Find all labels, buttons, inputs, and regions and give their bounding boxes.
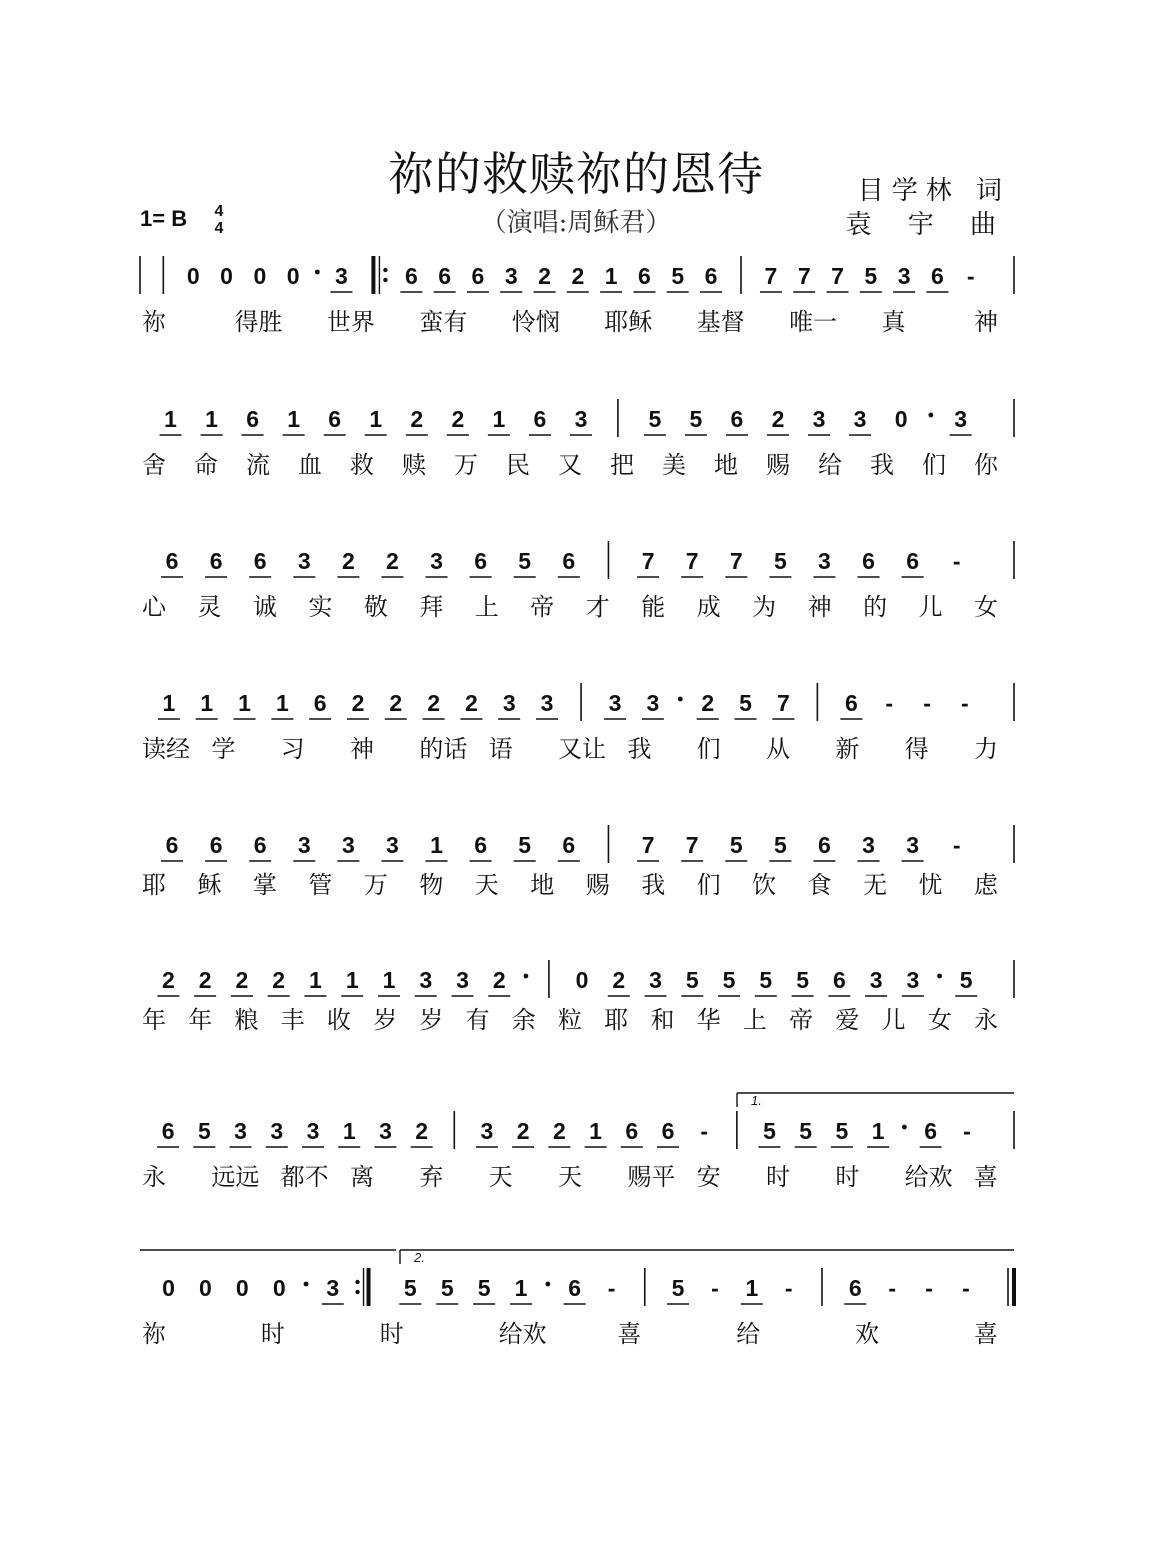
song-title: 祢的救赎祢的恩待 (388, 147, 764, 201)
lyric-syllable: 基督 (696, 308, 745, 336)
lyric-syllable: 岁 (419, 1006, 444, 1034)
lyric-syllable: 赐 (585, 871, 610, 899)
note: 2 (415, 1118, 429, 1144)
repeat-dot (355, 1290, 359, 1294)
note: 5 (796, 967, 809, 993)
note: 6 (474, 832, 488, 858)
note: 6 (438, 263, 452, 289)
note: 7 (685, 832, 699, 858)
dash-extension: - (700, 1118, 709, 1144)
lyric-syllable: 新 (835, 735, 860, 763)
note: 6 (404, 263, 418, 289)
lyric-syllable: 诚 (252, 593, 277, 621)
lyric-syllable: 都不 (280, 1163, 329, 1191)
lyric-syllable: 我 (627, 735, 652, 763)
note: 6 (730, 406, 744, 432)
note: 6 (848, 1275, 862, 1301)
note: 6 (818, 832, 831, 858)
lyric-syllable: 祢 (142, 1320, 166, 1348)
lyric-syllable: 得胜 (234, 308, 283, 336)
note: 1 (382, 967, 396, 993)
note: 5 (518, 548, 532, 574)
note: 3 (649, 967, 662, 993)
lyric-syllable: 得 (904, 735, 929, 763)
note: 2 (386, 548, 399, 574)
lyric-syllable: 拜 (419, 593, 444, 621)
lyric-syllable: 岁 (373, 1006, 398, 1034)
lyric-syllable: 习 (280, 735, 305, 763)
note: 1 (514, 1275, 528, 1301)
lyric-syllable: 永 (974, 1006, 998, 1034)
note: 6 (661, 1118, 675, 1144)
note: 6 (906, 548, 920, 574)
lyric-syllable: 帝 (530, 593, 555, 621)
key-signature: 1= B (140, 206, 188, 231)
note: 0 (575, 967, 589, 993)
note: 2 (552, 1118, 566, 1144)
note: 6 (931, 263, 944, 289)
note: 7 (831, 263, 844, 289)
note: 6 (638, 263, 651, 289)
note: 6 (704, 263, 718, 289)
note: 3 (419, 967, 433, 993)
lyric-syllable: 心 (142, 593, 166, 621)
note: 6 (328, 406, 342, 432)
note: 5 (773, 548, 787, 574)
note: 3 (869, 967, 883, 993)
augmentation-dot (937, 974, 942, 979)
augmentation-dot (902, 1125, 907, 1130)
note: 5 (440, 1275, 454, 1301)
repeat-dot (383, 268, 387, 272)
lyric-syllable: 女 (974, 593, 998, 621)
note: 6 (533, 406, 547, 432)
repeat-dot (383, 278, 387, 282)
note: 3 (574, 406, 588, 432)
note: 1 (492, 406, 506, 432)
lyric-syllable: 我 (870, 451, 894, 479)
lyric-syllable: 地 (714, 451, 738, 479)
note: 7 (764, 263, 778, 289)
note: 5 (864, 263, 878, 289)
note: 3 (853, 406, 867, 432)
note: 0 (186, 263, 200, 289)
lyric-syllable: 和 (650, 1006, 675, 1034)
note: 0 (894, 406, 908, 432)
lyric-syllable: 蛮有 (419, 308, 468, 336)
note: 2 (612, 967, 626, 993)
note: 7 (641, 832, 655, 858)
lyric-syllable: 灵 (197, 593, 222, 621)
lyric-syllable: 唯一 (789, 308, 838, 336)
note: 3 (335, 263, 348, 289)
note: 3 (818, 548, 831, 574)
lyric-syllable: 弃 (419, 1163, 444, 1191)
note: 1 (745, 1275, 759, 1301)
lyric-syllable: 流 (246, 451, 270, 479)
lyric-syllable: 救 (350, 451, 374, 479)
lyric-syllable: 余 (511, 1006, 536, 1034)
augmentation-dot (545, 1282, 550, 1287)
lyric-syllable: 物 (419, 871, 444, 899)
lyric-syllable: 收 (326, 1006, 351, 1034)
note: 2 (492, 967, 506, 993)
lyric-syllable: 饮 (752, 871, 777, 899)
note: 3 (379, 1118, 392, 1144)
note: 6 (562, 548, 576, 574)
note: 0 (220, 263, 233, 289)
lyric-syllable: 地 (530, 871, 555, 899)
lyric-syllable: 天 (488, 1163, 513, 1191)
note: 5 (477, 1275, 491, 1301)
note: 2 (427, 690, 440, 716)
note: 5 (197, 1118, 211, 1144)
note: 3 (906, 967, 920, 993)
dash-extension: - (952, 548, 961, 574)
lyric-syllable: 上 (474, 593, 499, 621)
note: 6 (209, 548, 223, 574)
lyric-syllable: 命 (194, 451, 218, 479)
lyric-syllable: 力 (974, 735, 998, 763)
lyric-syllable: 给欢 (904, 1163, 953, 1191)
note: 6 (209, 832, 223, 858)
note: 1 (287, 406, 301, 432)
note: 6 (313, 690, 327, 716)
note: 7 (797, 263, 811, 289)
lyric-syllable: 给 (736, 1320, 761, 1348)
augmentation-dot (524, 974, 529, 979)
note: 2 (451, 406, 465, 432)
lyric-syllable: 从 (766, 735, 790, 763)
note: 5 (671, 263, 685, 289)
note: 5 (671, 1275, 685, 1301)
lyric-syllable: 我 (641, 871, 666, 899)
note: 5 (835, 1118, 849, 1144)
dash-extension: - (923, 690, 931, 716)
note: 6 (253, 832, 267, 858)
lyric-syllable: 欢 (855, 1320, 880, 1348)
note: 3 (540, 690, 554, 716)
note: 5 (648, 406, 662, 432)
lyric-syllable: 读经 (142, 735, 190, 763)
note: 5 (689, 406, 703, 432)
lyric-syllable: 世界 (326, 308, 375, 336)
note: 6 (165, 832, 179, 858)
note: 3 (812, 406, 826, 432)
note: 2 (410, 406, 424, 432)
lyric-syllable: 食 (807, 871, 832, 899)
note: 5 (799, 1118, 813, 1144)
augmentation-dot (304, 1282, 309, 1287)
lyric-syllable: 神 (807, 593, 832, 621)
lyric-syllable: 无 (863, 871, 888, 899)
note: 3 (897, 263, 911, 289)
note: 5 (518, 832, 532, 858)
note: 3 (480, 1118, 494, 1144)
note: 5 (739, 690, 752, 716)
note: 5 (763, 1118, 776, 1144)
note: 5 (959, 967, 973, 993)
lyric-syllable: 耶稣 (604, 308, 653, 336)
lyric-syllable: 时 (260, 1320, 285, 1348)
note: 2 (389, 690, 403, 716)
note: 6 (165, 548, 179, 574)
note: 0 (286, 263, 300, 289)
lyric-syllable: 们 (922, 451, 946, 479)
dash-extension: - (607, 1275, 616, 1301)
lyric-syllable: 们 (696, 871, 721, 899)
dash-extension: - (888, 1275, 896, 1301)
lyric-syllable: 真 (881, 308, 906, 336)
lyric-syllable: 舍 (142, 451, 166, 479)
note: 6 (161, 1118, 175, 1144)
lyric-syllable: 血 (298, 451, 322, 479)
note: 3 (326, 1275, 340, 1301)
note: 3 (906, 832, 920, 858)
note: 7 (641, 548, 655, 574)
note: 6 (474, 548, 488, 574)
lyric-syllable: 丰 (280, 1006, 305, 1034)
lyric-syllable: 儿 (918, 593, 943, 621)
lyric-syllable: 神 (974, 308, 998, 336)
lyric-syllable: 离 (350, 1163, 374, 1191)
note: 0 (272, 1275, 286, 1301)
note: 0 (253, 263, 267, 289)
lyric-syllable: 粮 (234, 1006, 259, 1034)
lyric-syllable: 耶 (142, 871, 166, 899)
dash-extension: - (966, 263, 975, 289)
note: 2 (701, 690, 715, 716)
note: 5 (773, 832, 787, 858)
note: 6 (471, 263, 485, 289)
note: 1 (200, 690, 214, 716)
lyric-syllable: 给 (818, 451, 842, 479)
note: 5 (722, 967, 736, 993)
lyric-syllable: 学 (211, 735, 236, 763)
lyric-syllable: 耶 (604, 1006, 629, 1034)
note: 6 (845, 690, 858, 716)
dash-extension: - (963, 1118, 971, 1144)
lyric-syllable: 喜 (974, 1163, 998, 1191)
lyric-syllable: 怜悯 (511, 308, 560, 336)
note: 5 (685, 967, 699, 993)
note: 6 (253, 548, 267, 574)
lyric-syllable: 女 (927, 1006, 952, 1034)
lyric-syllable: 赎 (402, 451, 426, 479)
lyric-syllable: 成 (696, 593, 721, 621)
note: 2 (198, 967, 212, 993)
lyric-syllable: 民 (506, 451, 530, 479)
lyric-syllable: 你 (974, 451, 998, 479)
time-signature-top: 4 (214, 203, 224, 220)
lyric-syllable: 安 (696, 1163, 721, 1191)
note: 1 (871, 1118, 885, 1144)
lyric-syllable: 帝 (789, 1006, 814, 1034)
lyric-syllable: 粒 (558, 1006, 582, 1034)
note: 6 (625, 1118, 639, 1144)
lyric-syllable: 管 (308, 871, 333, 899)
note: 1 (589, 1118, 602, 1144)
note: 3 (341, 832, 355, 858)
note: 3 (862, 832, 875, 858)
note: 3 (954, 406, 968, 432)
lyric-syllable: 给欢 (498, 1320, 547, 1348)
volta-label: 2. (414, 1250, 425, 1265)
note: 1 (430, 832, 443, 858)
note: 3 (297, 832, 311, 858)
note: 3 (456, 967, 469, 993)
augmentation-dot (315, 270, 320, 275)
note: 5 (729, 832, 743, 858)
note: 2 (465, 690, 478, 716)
note: 1 (164, 406, 177, 432)
lyric-syllable: 喜 (617, 1320, 642, 1348)
note: 6 (568, 1275, 582, 1301)
augmentation-dot (928, 413, 933, 418)
note: 3 (386, 832, 399, 858)
note: 1 (275, 690, 289, 716)
note: 0 (198, 1275, 212, 1301)
lyric-syllable: 天 (474, 871, 499, 899)
lyric-syllable: 时 (379, 1320, 404, 1348)
lyric-syllable: 祢 (142, 308, 166, 336)
lyric-syllable: 有 (465, 1006, 490, 1034)
lyric-syllable: 永 (142, 1163, 166, 1191)
note: 3 (306, 1118, 320, 1144)
note: 1 (604, 263, 618, 289)
note: 2 (351, 690, 365, 716)
lyric-syllable: 的话 (419, 735, 468, 763)
lyric-syllable: 上 (742, 1006, 767, 1034)
note: 2 (235, 967, 249, 993)
lyric-syllable: 为 (752, 593, 777, 621)
note: 1 (205, 406, 218, 432)
note: 7 (776, 690, 790, 716)
lyric-syllable: 稣 (197, 871, 222, 899)
note: 2 (272, 967, 286, 993)
lyric-syllable: 又让 (558, 735, 606, 763)
lyric-syllable: 语 (488, 735, 513, 763)
lyric-syllable: 年 (188, 1006, 213, 1034)
note: 6 (832, 967, 846, 993)
lyric-syllable: 才 (585, 593, 610, 621)
lyric-syllable: 虑 (974, 871, 998, 899)
lyric-syllable: 华 (696, 1006, 721, 1034)
lyric-syllable: 忧 (918, 871, 943, 899)
note: 3 (430, 548, 443, 574)
note: 5 (759, 967, 773, 993)
lyric-syllable: 实 (308, 593, 333, 621)
note: 2 (538, 263, 551, 289)
note: 1 (345, 967, 359, 993)
lyric-syllable: 把 (610, 451, 634, 479)
note: 3 (297, 548, 311, 574)
note: 3 (270, 1118, 284, 1144)
dash-extension: - (885, 690, 894, 716)
lyric-syllable: 美 (662, 451, 686, 479)
lyric-syllable: 儿 (881, 1006, 906, 1034)
lyric-syllable: 敬 (363, 593, 388, 621)
lyric-syllable: 喜 (974, 1320, 998, 1348)
lyric-syllable: 赐平 (627, 1163, 676, 1191)
time-signature-bottom: 4 (214, 220, 224, 237)
note: 3 (646, 690, 660, 716)
lyric-syllable: 们 (696, 735, 721, 763)
lyric-syllable: 赐 (766, 451, 790, 479)
lyric-syllable: 时 (766, 1163, 790, 1191)
dash-extension: - (711, 1275, 719, 1301)
note: 6 (924, 1118, 938, 1144)
singer-credit: （演唱:周稣君） (480, 208, 672, 238)
dash-extension: - (961, 690, 969, 716)
lyric-syllable: 的 (863, 593, 888, 621)
lyricist-credit: 目学林 词 (857, 176, 1010, 206)
volta-label: 1. (751, 1093, 762, 1108)
lyric-syllable: 能 (641, 593, 666, 621)
lyric-syllable: 又 (558, 451, 582, 479)
repeat-dot (355, 1280, 359, 1284)
lyric-syllable: 爱 (835, 1006, 860, 1034)
note: 5 (403, 1275, 417, 1301)
note: 2 (771, 406, 785, 432)
lyric-syllable: 万 (454, 451, 478, 479)
note: 2 (571, 263, 585, 289)
note: 1 (238, 690, 251, 716)
lyric-syllable: 远远 (211, 1163, 260, 1191)
lyric-syllable: 掌 (252, 871, 277, 899)
dash-extension: - (952, 832, 961, 858)
note: 2 (161, 967, 175, 993)
note: 1 (369, 406, 383, 432)
lyric-syllable: 天 (558, 1163, 582, 1191)
note: 3 (504, 263, 518, 289)
note: 3 (502, 690, 516, 716)
note: 1 (342, 1118, 356, 1144)
lyric-syllable: 年 (142, 1006, 166, 1034)
note: 0 (235, 1275, 249, 1301)
note: 6 (562, 832, 576, 858)
dash-extension: - (784, 1275, 793, 1301)
note: 6 (246, 406, 260, 432)
note: 1 (162, 690, 176, 716)
note: 7 (729, 548, 743, 574)
note: 6 (862, 548, 875, 574)
note: 7 (685, 548, 699, 574)
note: 3 (234, 1118, 247, 1144)
composer-credit: 袁 宇 曲 (845, 210, 1010, 240)
lyric-syllable: 神 (350, 735, 374, 763)
note: 2 (341, 548, 355, 574)
note: 3 (608, 690, 622, 716)
augmentation-dot (678, 697, 683, 702)
lyric-syllable: 万 (363, 871, 388, 899)
dash-extension: - (962, 1275, 970, 1301)
lyric-syllable: 时 (835, 1163, 860, 1191)
dash-extension: - (925, 1275, 933, 1301)
note: 1 (309, 967, 322, 993)
note: 0 (162, 1275, 175, 1301)
note: 2 (516, 1118, 530, 1144)
